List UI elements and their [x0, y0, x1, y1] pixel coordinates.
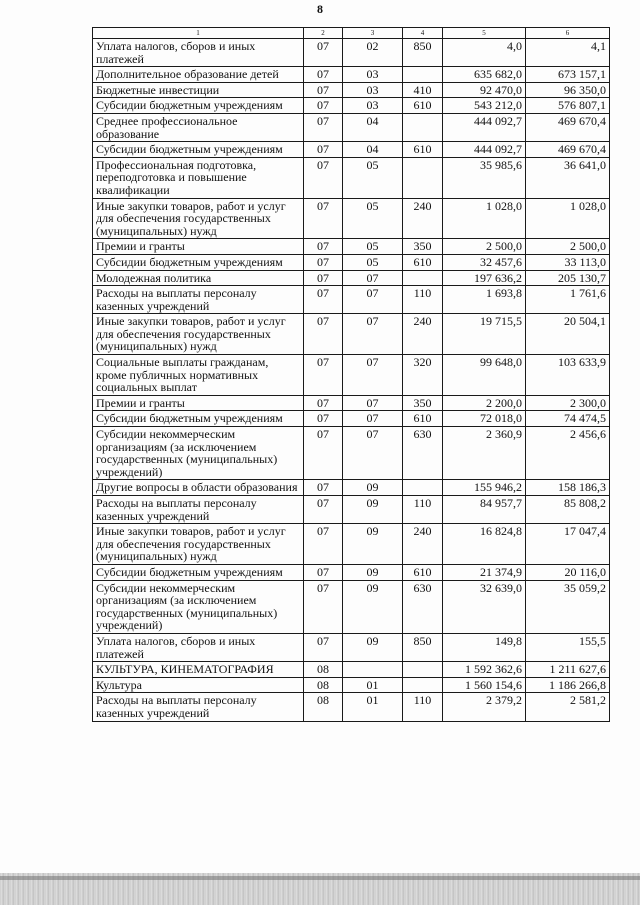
table-row	[93, 395, 610, 411]
amount-col5: 16 824,8	[443, 524, 526, 565]
section-code: 07	[304, 480, 343, 496]
subsection-code: 07	[343, 395, 403, 411]
amount-col6: 74 474,5	[526, 411, 610, 427]
row-name: Субсидии бюджетным учреждениям	[93, 254, 304, 270]
table-row	[93, 198, 610, 239]
subsection-code: 02	[343, 39, 403, 67]
row-name: Субсидии бюджетным учреждениям	[93, 142, 304, 158]
amount-col5: 72 018,0	[443, 411, 526, 427]
table-row	[93, 524, 610, 565]
amount-col6: 158 186,3	[526, 480, 610, 496]
amount-col5: 32 457,6	[443, 254, 526, 270]
row-name: Премии и гранты	[93, 239, 304, 255]
subsection-code: 07	[343, 427, 403, 480]
row-name: Иные закупки товаров, работ и услуг для обеспечения государственных (муниципальных) нужд	[93, 524, 304, 565]
row-name: Иные закупки товаров, работ и услуг для обеспечения государственных (муниципальных) нужд	[93, 314, 304, 355]
amount-col6: 20 116,0	[526, 564, 610, 580]
expense-type-code: 610	[403, 411, 443, 427]
row-name: Субсидии некоммерческим организациям (за исключением государственных (муниципальных) учреждений)	[93, 580, 304, 633]
expense-type-code: 110	[403, 286, 443, 314]
table-row	[93, 82, 610, 98]
row-name: Уплата налогов, сборов и иных платежей	[93, 633, 304, 661]
amount-col5: 2 200,0	[443, 395, 526, 411]
row-name: Социальные выплаты гражданам, кроме публичных нормативных социальных выплат	[93, 355, 304, 396]
row-name: Субсидии бюджетным учреждениям	[93, 98, 304, 114]
section-code: 07	[304, 564, 343, 580]
section-code: 07	[304, 157, 343, 198]
section-code: 07	[304, 411, 343, 427]
amount-col5: 149,8	[443, 633, 526, 661]
section-code: 08	[304, 677, 343, 693]
section-code: 07	[304, 254, 343, 270]
amount-col5: 1 028,0	[443, 198, 526, 239]
amount-col6: 1 211 627,6	[526, 662, 610, 678]
row-name: Субсидии бюджетным учреждениям	[93, 564, 304, 580]
expense-type-code: 850	[403, 633, 443, 661]
table-row	[93, 662, 610, 678]
expense-type-code: 110	[403, 496, 443, 524]
budget-table	[92, 27, 610, 722]
column-header: 4	[403, 28, 443, 39]
amount-col6: 85 808,2	[526, 496, 610, 524]
row-name: Расходы на выплаты персоналу казенных учреждений	[93, 286, 304, 314]
table-row	[93, 564, 610, 580]
amount-col6: 576 807,1	[526, 98, 610, 114]
section-code: 07	[304, 270, 343, 286]
subsection-code: 05	[343, 239, 403, 255]
subsection-code: 01	[343, 677, 403, 693]
subsection-code: 03	[343, 98, 403, 114]
section-code: 07	[304, 113, 343, 141]
table-row	[93, 411, 610, 427]
row-name: Культура	[93, 677, 304, 693]
section-code: 07	[304, 39, 343, 67]
expense-type-code: 610	[403, 564, 443, 580]
row-name: Субсидии бюджетным учреждениям	[93, 411, 304, 427]
amount-col5: 4,0	[443, 39, 526, 67]
expense-type-code: 350	[403, 395, 443, 411]
section-code: 07	[304, 142, 343, 158]
subsection-code: 07	[343, 355, 403, 396]
column-header: 2	[304, 28, 343, 39]
amount-col6: 2 456,6	[526, 427, 610, 480]
expense-type-code: 630	[403, 580, 443, 633]
column-header: 3	[343, 28, 403, 39]
expense-type-code: 610	[403, 142, 443, 158]
amount-col5: 19 715,5	[443, 314, 526, 355]
amount-col6: 1 028,0	[526, 198, 610, 239]
amount-col6: 2 500,0	[526, 239, 610, 255]
section-code: 07	[304, 355, 343, 396]
row-name: Бюджетные инвестиции	[93, 82, 304, 98]
table-row	[93, 355, 610, 396]
expense-type-code: 350	[403, 239, 443, 255]
amount-col5: 99 648,0	[443, 355, 526, 396]
amount-col6: 4,1	[526, 39, 610, 67]
amount-col5: 444 092,7	[443, 113, 526, 141]
subsection-code: 09	[343, 633, 403, 661]
amount-col6: 103 633,9	[526, 355, 610, 396]
table-row	[93, 286, 610, 314]
expense-type-code	[403, 113, 443, 141]
expense-type-code	[403, 662, 443, 678]
expense-type-code: 110	[403, 693, 443, 721]
row-name: Иные закупки товаров, работ и услуг для обеспечения государственных (муниципальных) нужд	[93, 198, 304, 239]
subsection-code: 03	[343, 82, 403, 98]
section-code: 07	[304, 395, 343, 411]
subsection-code: 04	[343, 113, 403, 141]
amount-col5: 32 639,0	[443, 580, 526, 633]
subsection-code: 05	[343, 254, 403, 270]
column-header: 1	[93, 28, 304, 39]
section-code: 07	[304, 524, 343, 565]
amount-col6: 20 504,1	[526, 314, 610, 355]
amount-col5: 2 500,0	[443, 239, 526, 255]
amount-col5: 84 957,7	[443, 496, 526, 524]
column-header: 5	[443, 28, 526, 39]
row-name: Расходы на выплаты персоналу казенных учреждений	[93, 496, 304, 524]
row-name: Премии и гранты	[93, 395, 304, 411]
expense-type-code	[403, 480, 443, 496]
subsection-code: 09	[343, 564, 403, 580]
table-row	[93, 496, 610, 524]
table-row	[93, 314, 610, 355]
section-code: 07	[304, 286, 343, 314]
subsection-code: 07	[343, 411, 403, 427]
column-number-row	[93, 28, 610, 39]
section-code: 07	[304, 580, 343, 633]
table-row	[93, 142, 610, 158]
amount-col6: 35 059,2	[526, 580, 610, 633]
section-code: 08	[304, 662, 343, 678]
expense-type-code	[403, 270, 443, 286]
expense-type-code: 610	[403, 98, 443, 114]
amount-col6: 36 641,0	[526, 157, 610, 198]
amount-col5: 543 212,0	[443, 98, 526, 114]
table-row	[93, 157, 610, 198]
amount-col6: 1 761,6	[526, 286, 610, 314]
subsection-code: 07	[343, 286, 403, 314]
row-name: Расходы на выплаты персоналу казенных учреждений	[93, 693, 304, 721]
table-row	[93, 98, 610, 114]
amount-col5: 635 682,0	[443, 67, 526, 83]
amount-col5: 2 360,9	[443, 427, 526, 480]
amount-col6: 2 581,2	[526, 693, 610, 721]
table-row	[93, 677, 610, 693]
section-code: 07	[304, 633, 343, 661]
expense-type-code	[403, 677, 443, 693]
amount-col5: 444 092,7	[443, 142, 526, 158]
amount-col6: 155,5	[526, 633, 610, 661]
section-code: 08	[304, 693, 343, 721]
amount-col6: 96 350,0	[526, 82, 610, 98]
table-row	[93, 239, 610, 255]
section-code: 07	[304, 67, 343, 83]
expense-type-code: 240	[403, 314, 443, 355]
row-name: Другие вопросы в области образования	[93, 480, 304, 496]
amount-col6: 469 670,4	[526, 113, 610, 141]
subsection-code: 09	[343, 496, 403, 524]
amount-col6: 17 047,4	[526, 524, 610, 565]
table-row	[93, 67, 610, 83]
row-name: Субсидии некоммерческим организациям (за исключением государственных (муниципальных) учреждений)	[93, 427, 304, 480]
section-code: 07	[304, 239, 343, 255]
section-code: 07	[304, 496, 343, 524]
section-code: 07	[304, 314, 343, 355]
amount-col5: 155 946,2	[443, 480, 526, 496]
subsection-code: 03	[343, 67, 403, 83]
subsection-code	[343, 662, 403, 678]
amount-col6: 1 186 266,8	[526, 677, 610, 693]
amount-col5: 35 985,6	[443, 157, 526, 198]
expense-type-code: 610	[403, 254, 443, 270]
amount-col6: 205 130,7	[526, 270, 610, 286]
subsection-code: 09	[343, 580, 403, 633]
amount-col5: 1 592 362,6	[443, 662, 526, 678]
section-code: 07	[304, 427, 343, 480]
row-name: Профессиональная подготовка, переподготовка и повышение квалификации	[93, 157, 304, 198]
row-name: Уплата налогов, сборов и иных платежей	[93, 39, 304, 67]
table-row	[93, 254, 610, 270]
row-name: Среднее профессиональное образование	[93, 113, 304, 141]
amount-col6: 33 113,0	[526, 254, 610, 270]
table-row	[93, 693, 610, 721]
row-name: Дополнительное образование детей	[93, 67, 304, 83]
amount-col6: 469 670,4	[526, 142, 610, 158]
subsection-code: 05	[343, 157, 403, 198]
subsection-code: 07	[343, 314, 403, 355]
section-code: 07	[304, 82, 343, 98]
row-name: Молодежная политика	[93, 270, 304, 286]
table-row	[93, 633, 610, 661]
expense-type-code: 320	[403, 355, 443, 396]
table-row	[93, 270, 610, 286]
subsection-code: 07	[343, 270, 403, 286]
subsection-code: 05	[343, 198, 403, 239]
row-name: КУЛЬТУРА, КИНЕМАТОГРАФИЯ	[93, 662, 304, 678]
amount-col5: 1 560 154,6	[443, 677, 526, 693]
table-row	[93, 427, 610, 480]
expense-type-code	[403, 157, 443, 198]
table-row	[93, 113, 610, 141]
subsection-code: 04	[343, 142, 403, 158]
amount-col5: 2 379,2	[443, 693, 526, 721]
page-number: 8	[317, 2, 323, 16]
expense-type-code: 240	[403, 198, 443, 239]
amount-col6: 673 157,1	[526, 67, 610, 83]
subsection-code: 09	[343, 480, 403, 496]
scan-edge-line	[0, 876, 640, 880]
expense-type-code: 240	[403, 524, 443, 565]
table-row	[93, 580, 610, 633]
amount-col5: 197 636,2	[443, 270, 526, 286]
expense-type-code	[403, 67, 443, 83]
expense-type-code: 410	[403, 82, 443, 98]
subsection-code: 01	[343, 693, 403, 721]
subsection-code: 09	[343, 524, 403, 565]
amount-col5: 1 693,8	[443, 286, 526, 314]
expense-type-code: 630	[403, 427, 443, 480]
column-header: 6	[526, 28, 610, 39]
table-row	[93, 480, 610, 496]
amount-col5: 21 374,9	[443, 564, 526, 580]
expense-type-code: 850	[403, 39, 443, 67]
amount-col6: 2 300,0	[526, 395, 610, 411]
table-row	[93, 39, 610, 67]
section-code: 07	[304, 198, 343, 239]
amount-col5: 92 470,0	[443, 82, 526, 98]
section-code: 07	[304, 98, 343, 114]
